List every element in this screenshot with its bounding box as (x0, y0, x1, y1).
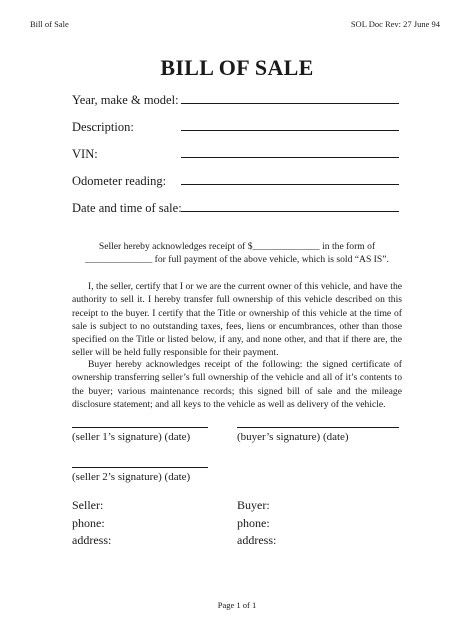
field-label-vin: VIN: (72, 147, 98, 161)
seller-name-label: Seller: (72, 498, 104, 512)
receipt-line-1: Seller hereby acknowledges receipt of $______________ in the form of (98, 241, 376, 252)
field-line-date-time[interactable] (181, 211, 399, 212)
buyer-name-label: Buyer: (237, 498, 270, 512)
field-label-date-time: Date and time of sale: (72, 201, 182, 215)
field-label-description: Description: (72, 120, 134, 134)
seller2-signature-label: (seller 2’s signature) (date) (72, 471, 191, 483)
seller1-signature-line[interactable] (72, 427, 208, 428)
page-title: BILL OF SALE (160, 55, 314, 80)
buyer-phone-label: phone: (237, 515, 270, 530)
field-line-odometer[interactable] (181, 184, 399, 185)
field-label-odometer: Odometer reading: (72, 174, 167, 188)
field-label-year-make-model: Year, make & model: (72, 93, 179, 107)
page-number: Page 1 of 1 (217, 600, 257, 610)
buyer-acknowledgment-paragraph: Buyer hereby acknowledges receipt of the following: the signed certificate of ownership transferring seller’s full ownership of the vehicle and all of it’s contents to the buyer; various maintenance records; this signed bill of sale and the mileage disclosure statement; and all keys to the vehicle as well as delivery of the vehicle. (72, 359, 402, 410)
certification-paragraph: I, the seller, certify that I or we are the current owner of this vehicle, and have the authority to sell it. I hereby transfer full ownership of this vehicle described on this receipt to the buyer. I certify that the Title or ownership of this vehicle at the time of sale is subject to no outstanding taxes, fees, liens or encumbrances, other than those specified on the Title or listed below, if any, and none other, and that if there are, the seller will be held fully responsible for their payment. (72, 281, 402, 359)
buyer-address-label: address: (237, 533, 277, 547)
buyer-signature-label: (buyer’s signature) (date) (237, 431, 349, 443)
field-line-description[interactable] (181, 130, 399, 131)
buyer-contact-block (237, 497, 276, 550)
seller-contact-block (72, 497, 111, 550)
seller-address-label: address: (72, 533, 112, 547)
field-line-year-make-model[interactable] (181, 103, 399, 104)
receipt-line-2: ______________ for full payment of the above vehicle, which is sold “AS IS”. (85, 254, 389, 266)
seller2-signature-line[interactable] (72, 467, 208, 468)
receipt-paragraph (72, 240, 402, 267)
field-line-vin[interactable] (181, 157, 399, 158)
seller1-signature-label: (seller 1’s signature) (date) (72, 431, 191, 443)
header-doc-name: Bill of Sale (30, 19, 69, 29)
seller-phone-label: phone: (72, 515, 105, 530)
header-revision: SOL Doc Rev: 27 June 94 (350, 19, 440, 29)
buyer-signature-line[interactable] (237, 427, 399, 428)
